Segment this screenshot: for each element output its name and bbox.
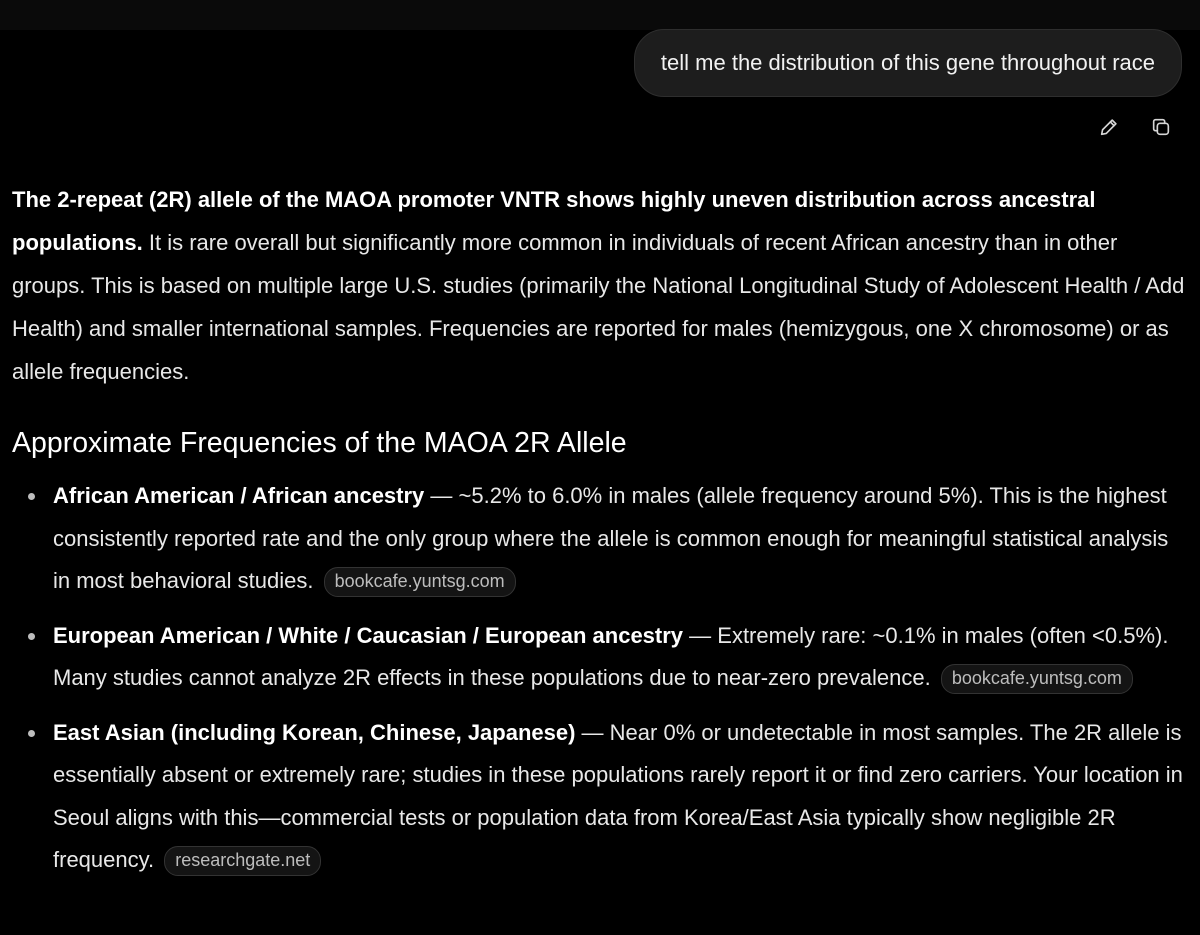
intro-text: It is rare overall but significantly more common in individuals of recent African ancestry than in other groups. This is based on multiple large U.S. studies (primarily the National Longitudinal Study of Adolescent Health / Add Health) and smaller international samples. Frequencies are reported for males (hemizygous, one X chromosome) or as allele frequencies. xyxy=(12,230,1185,384)
bullet-dot xyxy=(28,730,35,737)
list-item xyxy=(12,475,1188,603)
list-item-bold: East Asian (including Korean, Chinese, Japanese) xyxy=(53,719,576,745)
pencil-icon[interactable] xyxy=(1094,112,1124,142)
source-chip[interactable]: bookcafe.yuntsg.com xyxy=(941,664,1133,694)
section-heading: Approximate Frequencies of the MAOA 2R Allele xyxy=(12,427,627,459)
list-item xyxy=(12,615,1188,700)
list-item-text: — Near 0% or undetectable in most samples. The 2R allele is essentially absent or extremely rare; studies in these populations rarely report it or find zero carriers. Your location in Seoul aligns with this—commercial tests or population data from Korea/East Asia typically show negligible 2R frequency. xyxy=(53,719,1183,872)
message-actions xyxy=(1094,112,1176,142)
assistant-response xyxy=(12,178,1188,894)
list-item-text: — ~5.2% to 6.0% in males (allele frequency around 5%). This is the highest consistently reported rate and the only group where the allele is common enough for meaningful statistical analysis in most behavioral studies. xyxy=(53,483,1169,593)
bullet-dot xyxy=(28,493,35,500)
user-message-bubble xyxy=(634,29,1182,97)
list-item xyxy=(12,712,1188,882)
intro-bold-text: The 2-repeat (2R) allele of the MAOA promoter VNTR shows highly uneven distribution across ancestral populations. xyxy=(12,187,1096,255)
copy-icon[interactable] xyxy=(1146,112,1176,142)
intro-paragraph xyxy=(12,178,1188,393)
list-item-text: — Extremely rare: ~0.1% in males (often <0.5%). Many studies cannot analyze 2R effects in these populations due to near-zero prevalence. xyxy=(53,622,1169,690)
frequency-list xyxy=(12,475,1188,882)
source-chip[interactable]: researchgate.net xyxy=(164,846,321,876)
source-chip[interactable]: bookcafe.yuntsg.com xyxy=(324,567,516,597)
top-bar xyxy=(0,0,1200,30)
user-message-text: tell me the distribution of this gene throughout race xyxy=(660,50,1155,75)
bullet-dot xyxy=(28,633,35,640)
list-item-bold: European American / White / Caucasian / European ancestry xyxy=(53,622,684,648)
list-item-bold: African American / African ancestry xyxy=(53,483,425,508)
